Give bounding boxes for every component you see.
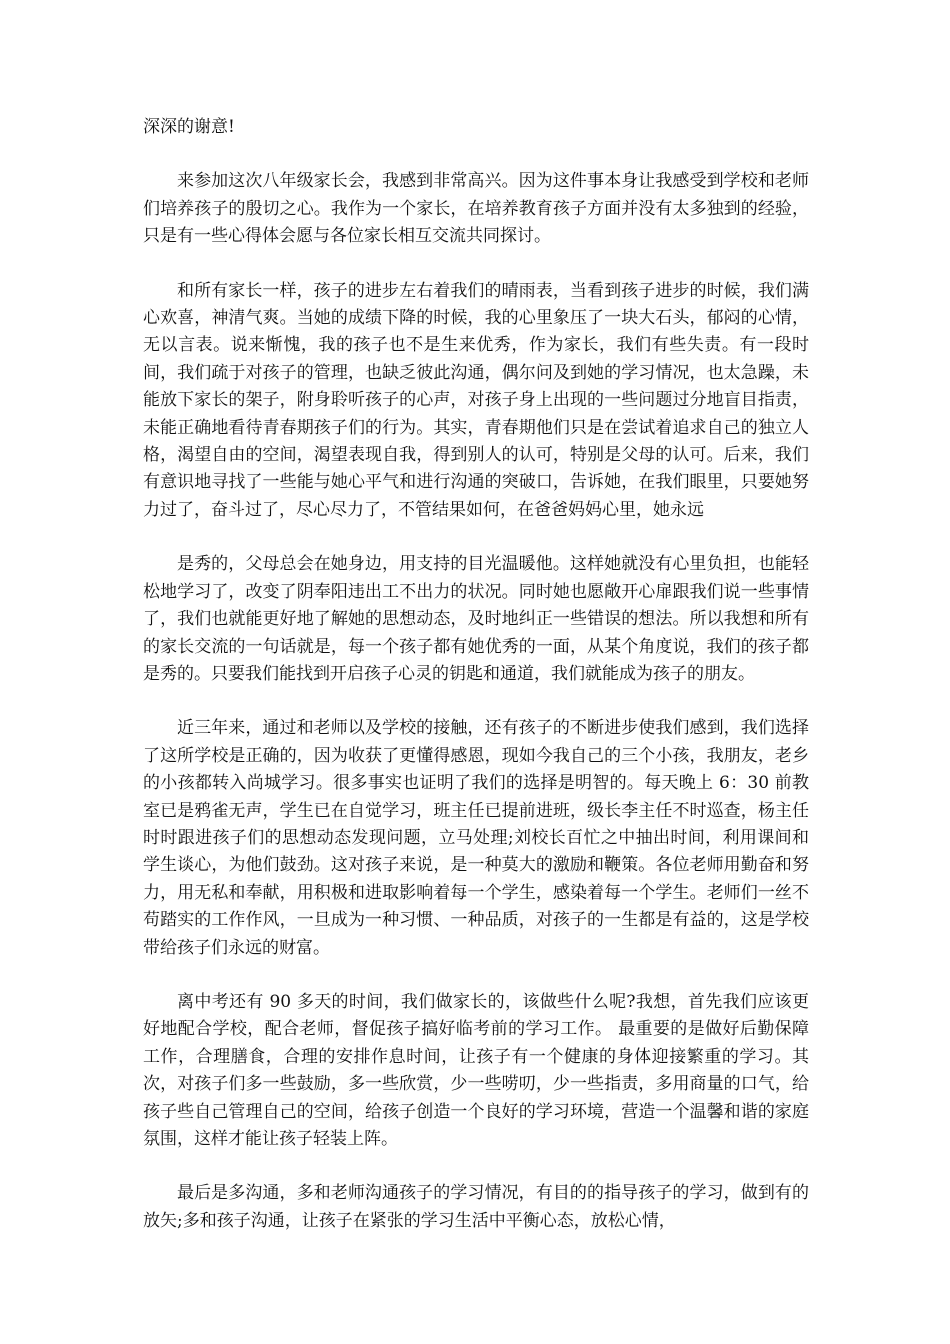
paragraph-parent-experience: 和所有家长一样，孩子的进步左右着我们的晴雨表，当看到孩子进步的时候，我们满心欢喜，神清气爽。当她的成绩下降的时候，我的心里象压了一块大石头，郁闷的心情，无以言表。说来惭愧，我的孩子也不是生来优秀，作为家长，我们有些失责。有一段时间，我们疏于对孩子的管理，也缺乏彼此沟通，偶尔问及到她的学习情况，也太急躁，未能放下家长的架子，附身聆听孩子的心声，对孩子身上出现的一些问题过分地盲目指责，未能正确地看待青春期孩子们的行为。其实，青春期他们只是在尝试着追求自己的独立人格，渴望自由的空间，渴望表现自我，得到别人的认可，特别是父母的认可。后来，我们有意识地寻找了一些能与她心平气和进行沟通的突破口，告诉她，在我们眼里，只要她努力过了，奋斗过了，尽心尽力了，不管结果如何，在爸爸妈妈心里，她永远 <box>143 280 809 520</box>
paragraph-school-praise: 近三年来，通过和老师以及学校的接触，还有孩子的不断进步使我们感到，我们选择了这所学校是正确的，因为收获了更懂得感恩，现如今我自己的三个小孩，我朋友，老乡的小孩都转入尚城学习。很多事实也证明了我们的选择是明智的。每天晚上 6：30 前教室已是鸦雀无声，学生已在自觉学习，班主任已提前进班，级长李主任不时巡查，杨主任时时跟进孩子们的思想动态发现问题，立马处理;刘校长百忙之中抽出时间，利用课间和学生谈心，为他们鼓劲。这对孩子来说，是一种莫大的激励和鞭策。各位老师用勤奋和努力，用无私和奉献，用积极和进取影响着每一个学生，感染着每一个学生。老师们一丝不苟踏实的工作作风，一旦成为一种习惯、一种品质，对孩子的一生都是有益的，这是学校带给孩子们永远的财富。 <box>143 718 809 958</box>
document-body <box>143 114 809 1262</box>
paragraph-final-advice: 最后是多沟通，多和老师沟通孩子的学习情况，有目的的指导孩子的学习，做到有的放矢;多和孩子沟通，让孩子在紧张的学习生活中平衡心态，放松心情， <box>143 1183 809 1231</box>
paragraph-exam-preparation: 离中考还有 90 多天的时间，我们做家长的，该做些什么呢?我想，首先我们应该更好地配合学校，配合老师，督促孩子搞好临考前的学习工作。 最重要的是做好后勤保障工作，合理膳食，合理的安排作息时间，让孩子有一个健康的身体迎接繁重的学习。其次，对孩子们多一些鼓励，多一些欣赏，少一些唠叨，少一些指责，多用商量的口气，给孩子些自己管理自己的空间，给孩子创造一个良好的学习环境，营造一个温馨和谐的家庭氛围，这样才能让孩子轻装上阵。 <box>143 991 809 1149</box>
paragraph-introduction: 来参加这次八年级家长会，我感到非常高兴。因为这件事本身让我感受到学校和老师们培养孩子的殷切之心。我作为一个家长，在培养教育孩子方面并没有太多独到的经验，只是有一些心得体会愿与各位家长相互交流共同探讨。 <box>143 171 809 247</box>
paragraph-communication: 是秀的，父母总会在她身边，用支持的目光温暖他。这样她就没有心里负担，也能轻松地学习了，改变了阴奉阳违出工不出力的状况。同时她也愿敞开心扉跟我们说一些事情了，我们也就能更好地了解她的思想动态，及时地纠正一些错误的想法。所以我想和所有的家长交流的一句话就是，每一个孩子都有她优秀的一面，从某个角度说，我们的孩子都是秀的。只要我们能找到开启孩子心灵的钥匙和通道，我们就能成为孩子的朋友。 <box>143 554 809 684</box>
paragraph-closing-thanks: 深深的谢意! <box>143 117 235 137</box>
